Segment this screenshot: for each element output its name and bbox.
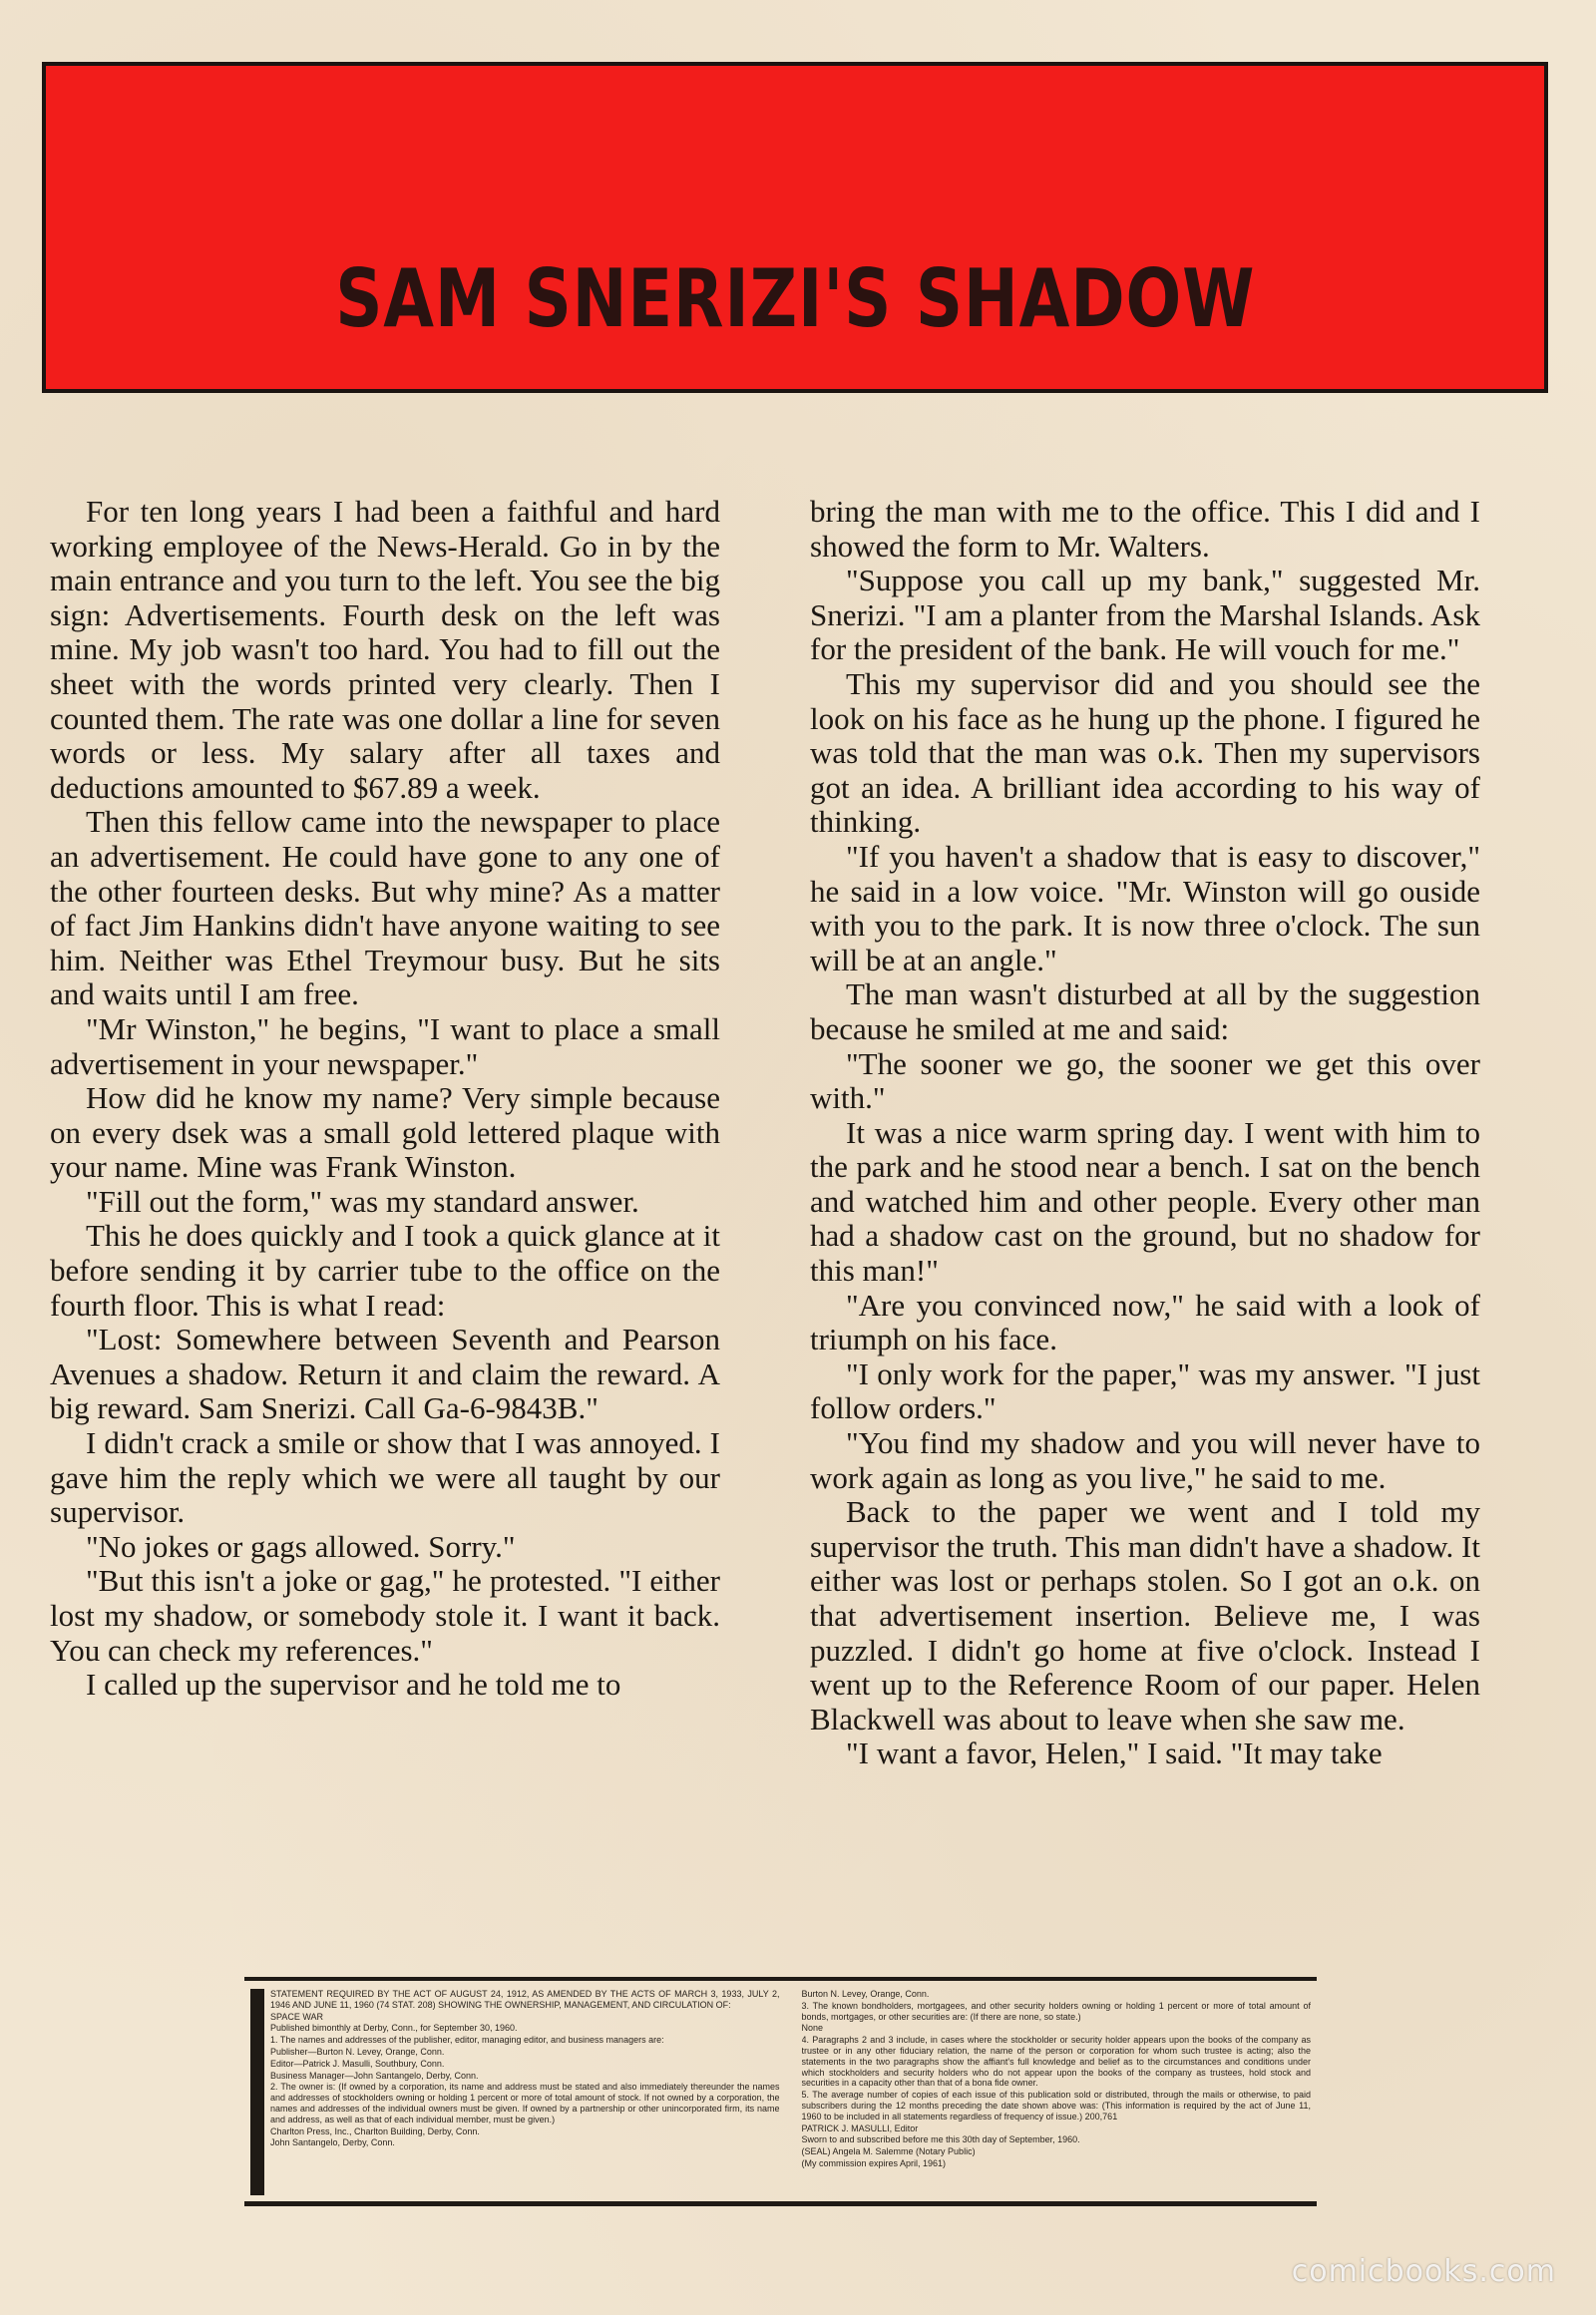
title-banner [42, 62, 1548, 393]
statement-line: 1. The names and addresses of the publisher, editor, managing editor, and business managers are: [270, 2035, 664, 2046]
statement-line: Published bimonthly at Derby, Conn., for September 30, 1960. [270, 2023, 518, 2034]
statement-line: SPACE WAR [270, 2011, 324, 2022]
story-paragraph: "Fill out the form," was my standard answer. [86, 1183, 639, 1219]
story-paragraph: Back to the paper we went and I told my supervisor the truth. This man didn't have a shadow. It either was lost or perhaps stolen. So I got an o.k. on that advertisement insertion. Believe me, I was puzzled. I didn't go home at five o'clock. Instead I went up to the Reference Room of our paper. Helen Blackwell was about to leave when she saw me. [810, 1494, 1480, 1736]
story-column-left [50, 495, 720, 1703]
statement-line: (SEAL) Angela M. Salemme (Notary Public) [801, 2146, 976, 2157]
statement-line: (My commission expires April, 1961) [801, 2157, 947, 2168]
statement-line: Publisher—Burton N. Levey, Orange, Conn. [270, 2046, 445, 2057]
ownership-statement [244, 1977, 1317, 2206]
story-title: SAM SNERIZI'S SHADOW [334, 252, 1256, 345]
story-paragraph: "No jokes or gags allowed. Sorry." [86, 1528, 516, 1564]
watermark: comicbooks.com [1291, 2254, 1556, 2289]
story-paragraph: "You find my shadow and you will never have to work again as long as you live," he said to me. [810, 1425, 1480, 1495]
statement-line: Sworn to and subscribed before me this 30th day of September, 1960. [801, 2134, 1080, 2145]
story-column-right [810, 495, 1480, 1771]
story-paragraph: I called up the supervisor and he told me to [86, 1667, 621, 1703]
story-paragraph: "Suppose you call up my bank," suggested Mr. Snerizi. "I am a planter from the Marshal Islands. Ask for the president of the bank. He will vouch for me." [810, 563, 1480, 667]
ownership-statement-left [250, 1989, 780, 2195]
story-paragraph: It was a nice warm spring day. I went with him to the park and he stood near a bench. I sat on the bench and watched him and other people. Every other man had a shadow cast on the ground, but no shadow for this man!" [810, 1114, 1480, 1289]
story-paragraph: "The sooner we go, the sooner we get this over with." [810, 1045, 1480, 1116]
story-paragraph: The man wasn't disturbed at all by the suggestion because he smiled at me and said: [810, 976, 1480, 1046]
statement-line: Charlton Press, Inc., Charlton Building, Derby, Conn. [270, 2125, 480, 2136]
story-paragraph: "Mr Winston," he begins, "I want to place a small advertisement in your newspaper." [50, 1010, 720, 1081]
statement-line: PATRICK J. MASULLI, Editor [801, 2122, 919, 2133]
story-paragraph: I didn't crack a smile or show that I was annoyed. I gave him the reply which we were all taught by our supervisor. [50, 1425, 720, 1530]
story-paragraph: "Lost: Somewhere between Seventh and Pearson Avenues a shadow. Return it and claim the reward. A big reward. Sam Snerizi. Call Ga-6-9843B." [50, 1322, 720, 1426]
statement-line: 2. The owner is: (If owned by a corporation, its name and address must be stated and also immediately thereunder the names and addresses of stockholders owning or holding 1 percent or more of total amount of stock. If not owned by a corporation, the names and addresses of the individual owners must be given. If owned by a partnership or other unincorporated firm, its name and address, as well as that of each individual member, must be given.) [270, 2082, 780, 2124]
statement-line: Business Manager—John Santangelo, Derby, Conn. [270, 2070, 479, 2081]
statement-line: None [801, 2023, 824, 2034]
story-paragraph: "I only work for the paper," was my answer. "I just follow orders." [810, 1355, 1480, 1426]
story-paragraph: This my supervisor did and you should see the look on his face as he hung up the phone. I figured he was told that the man was o.k. Then my supervisors got an idea. A brilliant idea according to his way of thinking. [810, 665, 1480, 840]
story-paragraph: "I want a favor, Helen," I said. "It may take [846, 1736, 1383, 1771]
statement-line: 4. Paragraphs 2 and 3 include, in cases where the stockholder or security holder appears upon the books of the company as trustee or in any other fiduciary relation, the name of the person or corporation for whom such trustee is acting; also the statements in the two paragraphs show the affiant's full knowledge and belief as to the circumstances and conditions under which stockholders and security holders who do not appear upon the books of the company as trustees, hold stock and securities in a capacity other than that of a bona fide owner. [801, 2035, 1311, 2089]
story-paragraph: "If you haven't a shadow that is easy to discover," he said in a low voice. "Mr. Winston will go ouside with you to the park. It is now three o'clock. The sun will be at an angle." [810, 838, 1480, 977]
story-paragraph: "But this isn't a joke or gag," he protested. "I either lost my shadow, or somebody stole it. I want it back. You can check my references." [50, 1563, 720, 1668]
story-paragraph: Then this fellow came into the newspaper to place an advertisement. He could have gone to any one of the other fourteen desks. But why mine? As a matter of fact Jim Hankins didn't have anyone waiting to see him. Neither was Ethel Treymour busy. But he sits and waits until I am free. [50, 804, 720, 1012]
statement-line: Editor—Patrick J. Masulli, Southbury, Conn. [270, 2058, 445, 2069]
story-paragraph: For ten long years I had been a faithful and hard working employee of the News-Herald. Go in by the main entrance and you turn to the left. You see the big sign: Advertisements. Fourth desk on the left was mine. My job wasn't too hard. You had to fill out the sheet with the words printed very clearly. Then I counted them. The rate was one dollar a line for seven words or less. My salary after all taxes and deductions amounted to $67.89 a week. [50, 494, 720, 805]
statement-line: John Santangelo, Derby, Conn. [270, 2137, 395, 2148]
statement-line: STATEMENT REQUIRED BY THE ACT OF AUGUST 24, 1912, AS AMENDED BY THE ACTS OF MARCH 3, 1933, JULY 2, 1946 AND JUNE 11, 1960 (74 STAT. 208) SHOWING THE OWNERSHIP, MANAGEMENT, AND CIRCULATION OF: [270, 1989, 780, 2010]
ownership-statement-right [802, 1989, 1312, 2195]
story-paragraph: "Are you convinced now," he said with a look of triumph on his face. [810, 1287, 1480, 1357]
story-paragraph: bring the man with me to the office. This I did and I showed the form to Mr. Walters. [810, 494, 1480, 564]
statement-line: 5. The average number of copies of each issue of this publication sold or distributed, through the mails or otherwise, to paid subscribers during the 12 months preceding the date shown above was: (This information is required by the act of June 11, 1960 to be included in all statements regardless of frequency of issue.) 200,761 [801, 2090, 1311, 2122]
statement-line: Burton N. Levey, Orange, Conn. [801, 1989, 930, 1999]
statement-line: 3. The known bondholders, mortgagees, and other security holders owning or holding 1 percent or more of total amount of bonds, mortgages, or other securities are: (If there are none, so state.) [801, 2000, 1311, 2022]
story-paragraph: How did he know my name? Very simple because on every dsek was a small gold lettered plaque with your name. Mine was Frank Winston. [50, 1080, 720, 1185]
story-paragraph: This he does quickly and I took a quick glance at it before sending it by carrier tube to the office on the fourth floor. This is what I read: [50, 1218, 720, 1323]
